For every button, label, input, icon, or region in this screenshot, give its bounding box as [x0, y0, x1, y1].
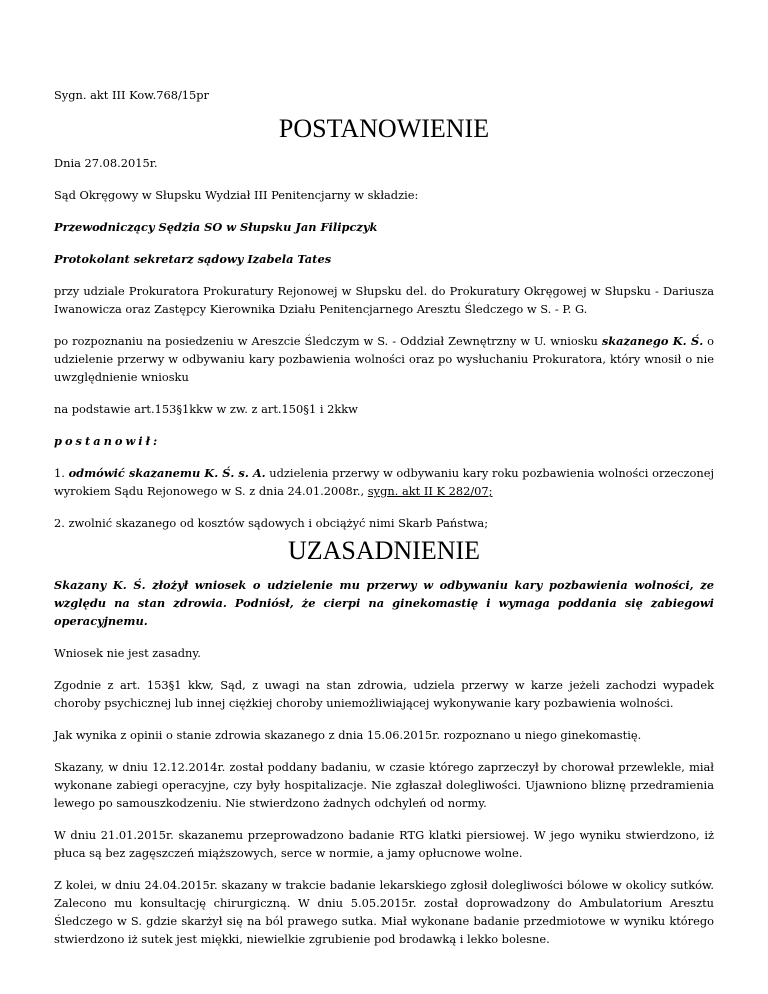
decision-heading: postanowił:	[54, 434, 161, 448]
justification-paragraph: Z kolei, w dniu 24.04.2015r. skazany w trakcie badanie lekarskiego zgłosił dolegliwości bólowe w okolicy sutków. Zalecono mu konsultację chirurgiczną. W dniu 5.05.2015r. został doprowadzony do Ambulatorium Aresztu Śledczego w S. gdzie skarżył się na ból prawego sutka. Miał wykonane badanie przedmiotowe w wyniku którego stwierdzono iż sutek jest miękki, niewielkie zgrubienie pod brodawką i lekko bolesne.	[54, 878, 714, 946]
consideration-text-end: o udzielenie przerwy w odbywaniu kary pozbawienia wolności oraz po wysłuchaniu Prokuratora, który wnosił o nie uwzględnienie wniosku	[54, 334, 714, 384]
item-1-text: udzielenia przerwy w odbywaniu kary roku pozbawienia wolności orzeczonej wyrokiem Sądu Rejonowego w S. z dnia 24.01.2008r.,	[54, 466, 714, 498]
justification-paragraph: W dniu 21.01.2015r. skazanemu przeprowadzono badanie RTG klatki piersiowej. W jego wyniku stwierdzono, iż płuca są bez zagęszczeń miąższowych, serce w normie, a jamy opłucnowe wolne.	[54, 828, 714, 860]
item-1-ruling: odmówić skazanemu K. Ś. s. A.	[68, 466, 266, 480]
court-clerk: Protokolant sekretarz sądowy Izabela Tates	[54, 252, 332, 266]
justification-title: UZASADNIENIE	[287, 536, 481, 565]
case-reference-link: sygn. akt II K 282/07;	[367, 484, 493, 498]
court-composition: Sąd Okręgowy w Słupsku Wydział III Penitencjarny w składzie:	[54, 188, 419, 202]
consideration-text-start: po rozpoznaniu na posiedzeniu w Areszcie Śledczym w S. - Oddział Zewnętrzny w U. wniosku	[54, 334, 602, 348]
decision-item-2: 2. zwolnić skazanego od kosztów sądowych i obciążyć nimi Skarb Państwa;	[54, 516, 489, 530]
justification-paragraph: Skazany, w dniu 12.12.2014r. został poddany badaniu, w czasie którego zaprzeczył by chorował przewlekle, miał wykonane zabiegi operacyjne, czy były hospitalizacje. Nie zgłaszał dolegliwości. Ujawniono bliznę przedramienia lewego po samouszkodzeniu. Nie stwierdzono żadnych odchyleń od normy.	[54, 760, 714, 810]
document-title: POSTANOWIENIE	[278, 114, 490, 143]
consideration-paragraph	[54, 332, 714, 386]
justification-lead: Skazany K. Ś. złożył wniosek o udzielenie mu przerwy w odbywaniu kary pozbawienia wolności, ze względu na stan zdrowia. Podniósł, że cierpi na ginekomastię i wymaga poddania się zabiegowi operacyjnemu.	[54, 578, 714, 628]
justification-paragraph: Zgodnie z art. 153§1 kkw, Sąd, z uwagi na stan zdrowia, udziela przerwy w karze jeżeli zachodzi wypadek choroby psychicznej lub innej ciężkiej choroby uniemożliwiającej wykonywanie kary pozbawienia wolności.	[54, 678, 714, 710]
justification-paragraph: Jak wynika z opinii o stanie zdrowia skazanego z dnia 15.06.2015r. rozpoznano u niego ginekomastię.	[54, 728, 642, 742]
legal-basis: na podstawie art.153§1kkw w zw. z art.150§1 i 2kkw	[54, 402, 358, 416]
decision-item-1	[54, 464, 714, 500]
item-1-number: 1.	[54, 466, 69, 480]
presiding-judge: Przewodniczący Sędzia SO w Słupsku Jan Filipczyk	[54, 220, 378, 234]
case-signature: Sygn. akt III Kow.768/15pr	[54, 88, 210, 102]
participation-paragraph: przy udziale Prokuratora Prokuratury Rejonowej w Słupsku del. do Prokuratury Okręgowej w Słupsku - Dariusza Iwanowicza oraz Zastępcy Kierownika Działu Penitencjarnego Aresztu Śledczego w S. - P. G.	[54, 284, 714, 316]
justification-paragraph: Wniosek nie jest zasadny.	[54, 646, 201, 660]
document-date: Dnia 27.08.2015r.	[54, 156, 158, 170]
convict-name: skazanego K. Ś.	[601, 334, 704, 348]
